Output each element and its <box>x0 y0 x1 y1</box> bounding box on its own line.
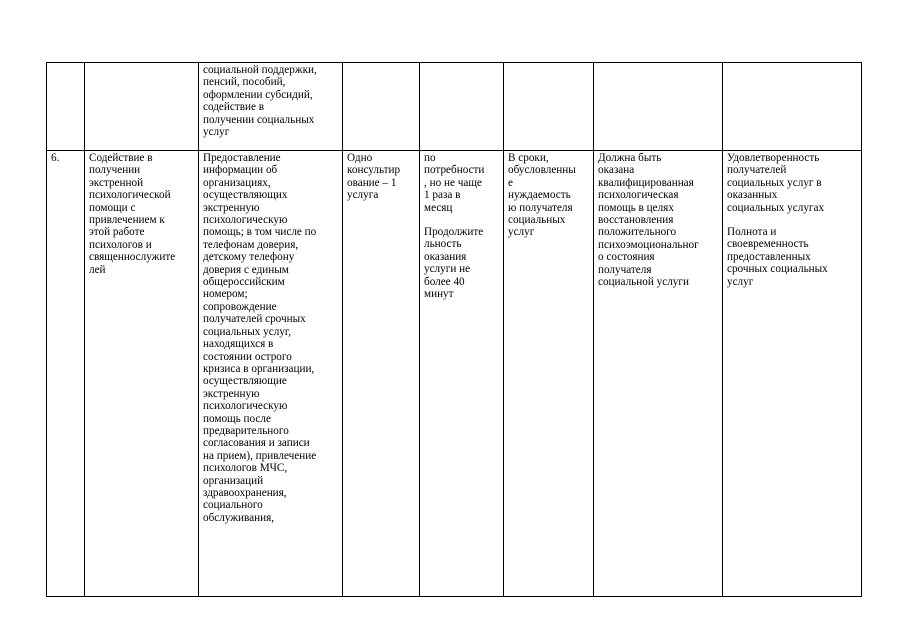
service-evaluation-cell <box>723 63 862 151</box>
service-volume: Одно консультир ование – 1 услуга <box>347 152 401 202</box>
service-content: Предоставление информации об организациях, осуществляющих экстренную психологическую помощь; в том числе по телефонам доверия, детскому телефону доверия с единым общероссийским номером; сопровождение получателей срочных социальных услуг, находящихся в состоянии острого кризиса в организации, осуществляющие экстренную психологическую помощь после предварительного согласования и записи на прием), привлечение психологов МЧС, организаций здравоохранения, социального обслуживания, <box>203 152 317 524</box>
service-name: Содействие в получении экстренной психологической помощи с привлечением к этой работе психологов и священнослужите лей <box>89 152 176 276</box>
evaluation-satisfaction: Удовлетворенность получателей социальных услуг в оказанных социальных услугах <box>727 152 825 214</box>
row-number-cell <box>47 63 85 151</box>
table-row <box>47 151 862 597</box>
service-evaluation-cell <box>723 151 862 597</box>
service-frequency-cell <box>420 63 504 151</box>
evaluation-completeness: Полнота и своевременность предоставленных срочных социальных услуг <box>727 226 828 288</box>
service-volume-cell <box>343 63 420 151</box>
service-content: социальной поддержки, пенсий, пособий, оформлении субсидий, содействие в получении социальных услуг <box>203 64 317 139</box>
service-frequency-cell <box>420 151 504 597</box>
service-content-cell <box>199 63 343 151</box>
service-name-cell <box>85 151 199 597</box>
service-quality-cell <box>594 151 723 597</box>
service-terms-cell <box>504 63 594 151</box>
service-quality: Должна быть оказана квалифицированная психологическая помощь в целях восстановления положительного психоэмоциональног о состояния получателя социальной услуги <box>598 152 699 289</box>
row-number-cell <box>47 151 85 597</box>
service-duration: Продолжите льность оказания услуги не более 40 минут <box>424 226 484 301</box>
table-row <box>47 63 862 151</box>
services-table <box>46 62 862 597</box>
service-content-cell <box>199 151 343 597</box>
row-number: 6. <box>51 152 60 164</box>
service-terms: В сроки, обусловленны е нуждаемость ю получателя социальных услуг <box>508 152 576 239</box>
service-name-cell <box>85 63 199 151</box>
service-quality-cell <box>594 63 723 151</box>
service-terms-cell <box>504 151 594 597</box>
service-frequency: по потребности , но не чаще 1 раза в месяц <box>424 152 485 214</box>
service-volume-cell <box>343 151 420 597</box>
